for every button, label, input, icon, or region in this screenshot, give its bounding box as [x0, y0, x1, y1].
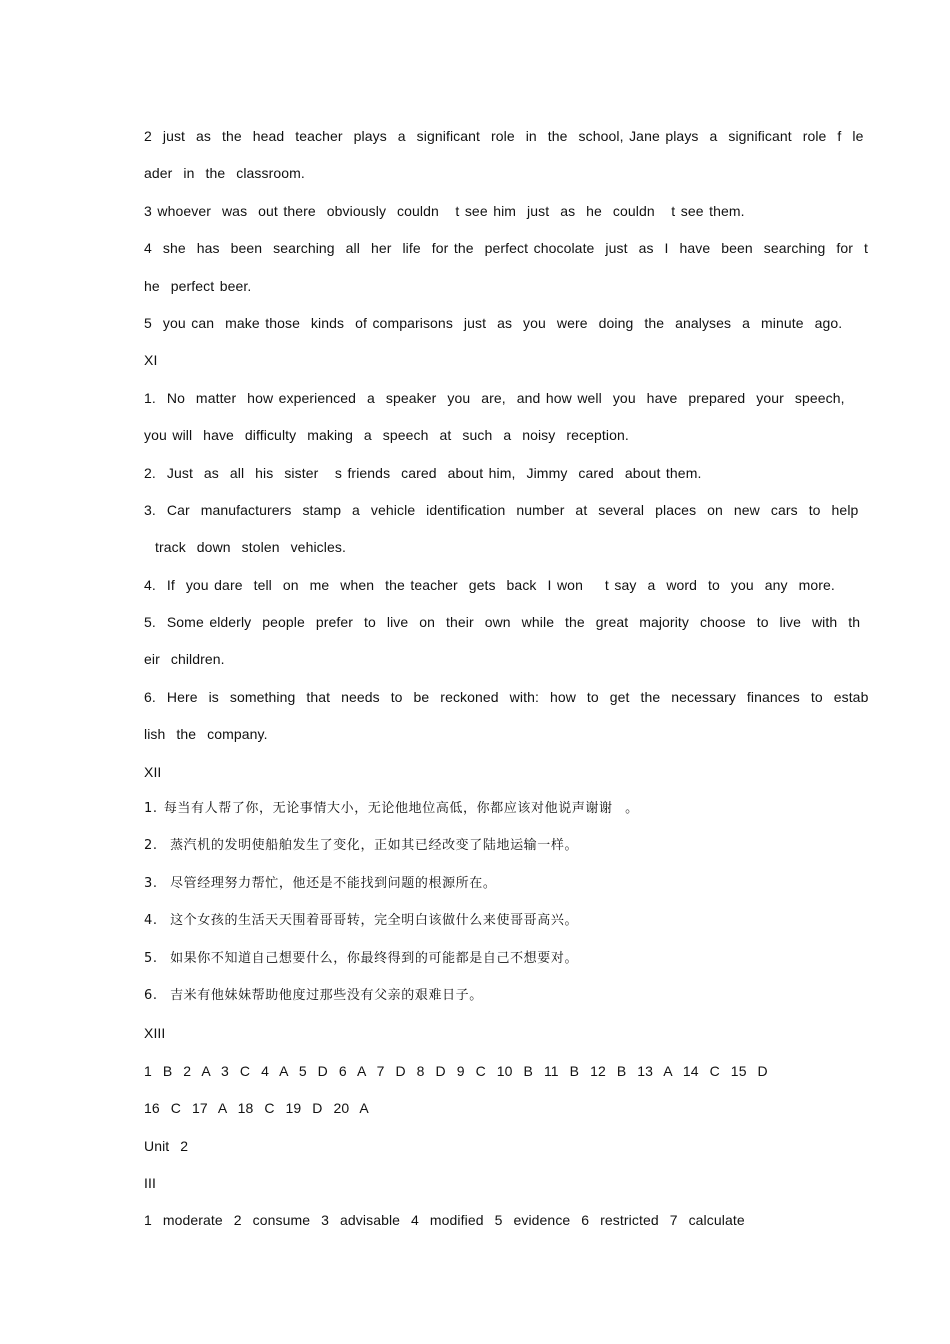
text-line: 5 you can make those kinds of comparisons just as you were doing the analyses a minute ago.: [144, 314, 843, 331]
text-line: 3 whoever was out there obviously couldn t see him just as he couldn t see them.: [144, 202, 745, 219]
text-line: 2 just as the head teacher plays a significant role in the school, Jane plays a significant role f le: [144, 128, 864, 144]
text-line: 4. If you dare tell on me when the teacher gets back I won t say a word to you any more.: [144, 576, 835, 593]
translation-line: 4. 这个女孩的生活天天围着哥哥转，完全明白该做什么来使哥哥高兴。: [144, 913, 579, 929]
text-line: he perfect beer.: [144, 277, 252, 294]
answer-key-line: 1 B 2 A 3 C 4 A 5 D 6 A 7 D 8 D 9 C 10 B 11 B 12 B 13 A 14 C 15 D: [144, 1062, 768, 1079]
answer-key-line: 16 C 17 A 18 C 19 D 20 A: [144, 1100, 369, 1117]
text-line: track down stolen vehicles.: [144, 539, 346, 556]
section-heading-iii: III: [144, 1174, 156, 1191]
translation-line: 6. 吉米有他妹妹帮助他度过那些没有父亲的艰难日子。: [144, 987, 483, 1003]
translation-line: 1. 每当有人帮了你，无论事情大小，无论他地位高低，你都应该对他说声谢谢 。: [144, 801, 639, 817]
text-line: ader in the classroom.: [144, 165, 305, 182]
text-line: 4 she has been searching all her life for the perfect chocolate just as I have been searching for t: [144, 240, 868, 257]
answer-key-line: 1 moderate 2 consume 3 advisable 4 modified 5 evidence 6 restricted 7 calculate: [144, 1212, 745, 1229]
text-line: 6. Here is something that needs to be reckoned with: how to get the necessary finances to estab: [144, 688, 869, 705]
section-heading-xi: XI: [144, 352, 158, 369]
text-line: 2. Just as all his sister s friends cared about him, Jimmy cared about them.: [144, 464, 702, 481]
text-line: 1. No matter how experienced a speaker you are, and how well you have prepared your speech,: [144, 389, 845, 406]
text-line: 5. Some elderly people prefer to live on their own while the great majority choose to live with th: [144, 614, 861, 631]
text-line: eir children.: [144, 651, 225, 668]
translation-line: 3. 尽管经理努力帮忙，他还是不能找到问题的根源所在。: [144, 875, 497, 891]
translation-line: 2. 蒸汽机的发明使船舶发生了变化，正如其已经改变了陆地运输一样。: [144, 838, 579, 854]
section-heading-xiii: XIII: [144, 1025, 166, 1042]
section-heading-xii: XII: [144, 763, 162, 780]
text-line: 3. Car manufacturers stamp a vehicle identification number at several places on new cars to help: [144, 501, 859, 518]
text-line: lish the company.: [144, 726, 268, 743]
translation-line: 5. 如果你不知道自己想要什么，你最终得到的可能都是自己不想要对。: [144, 950, 579, 966]
unit-heading: Unit 2: [144, 1137, 189, 1154]
text-line: you will have difficulty making a speech at such a noisy reception.: [144, 427, 629, 444]
document-page: [144, 124, 869, 1246]
